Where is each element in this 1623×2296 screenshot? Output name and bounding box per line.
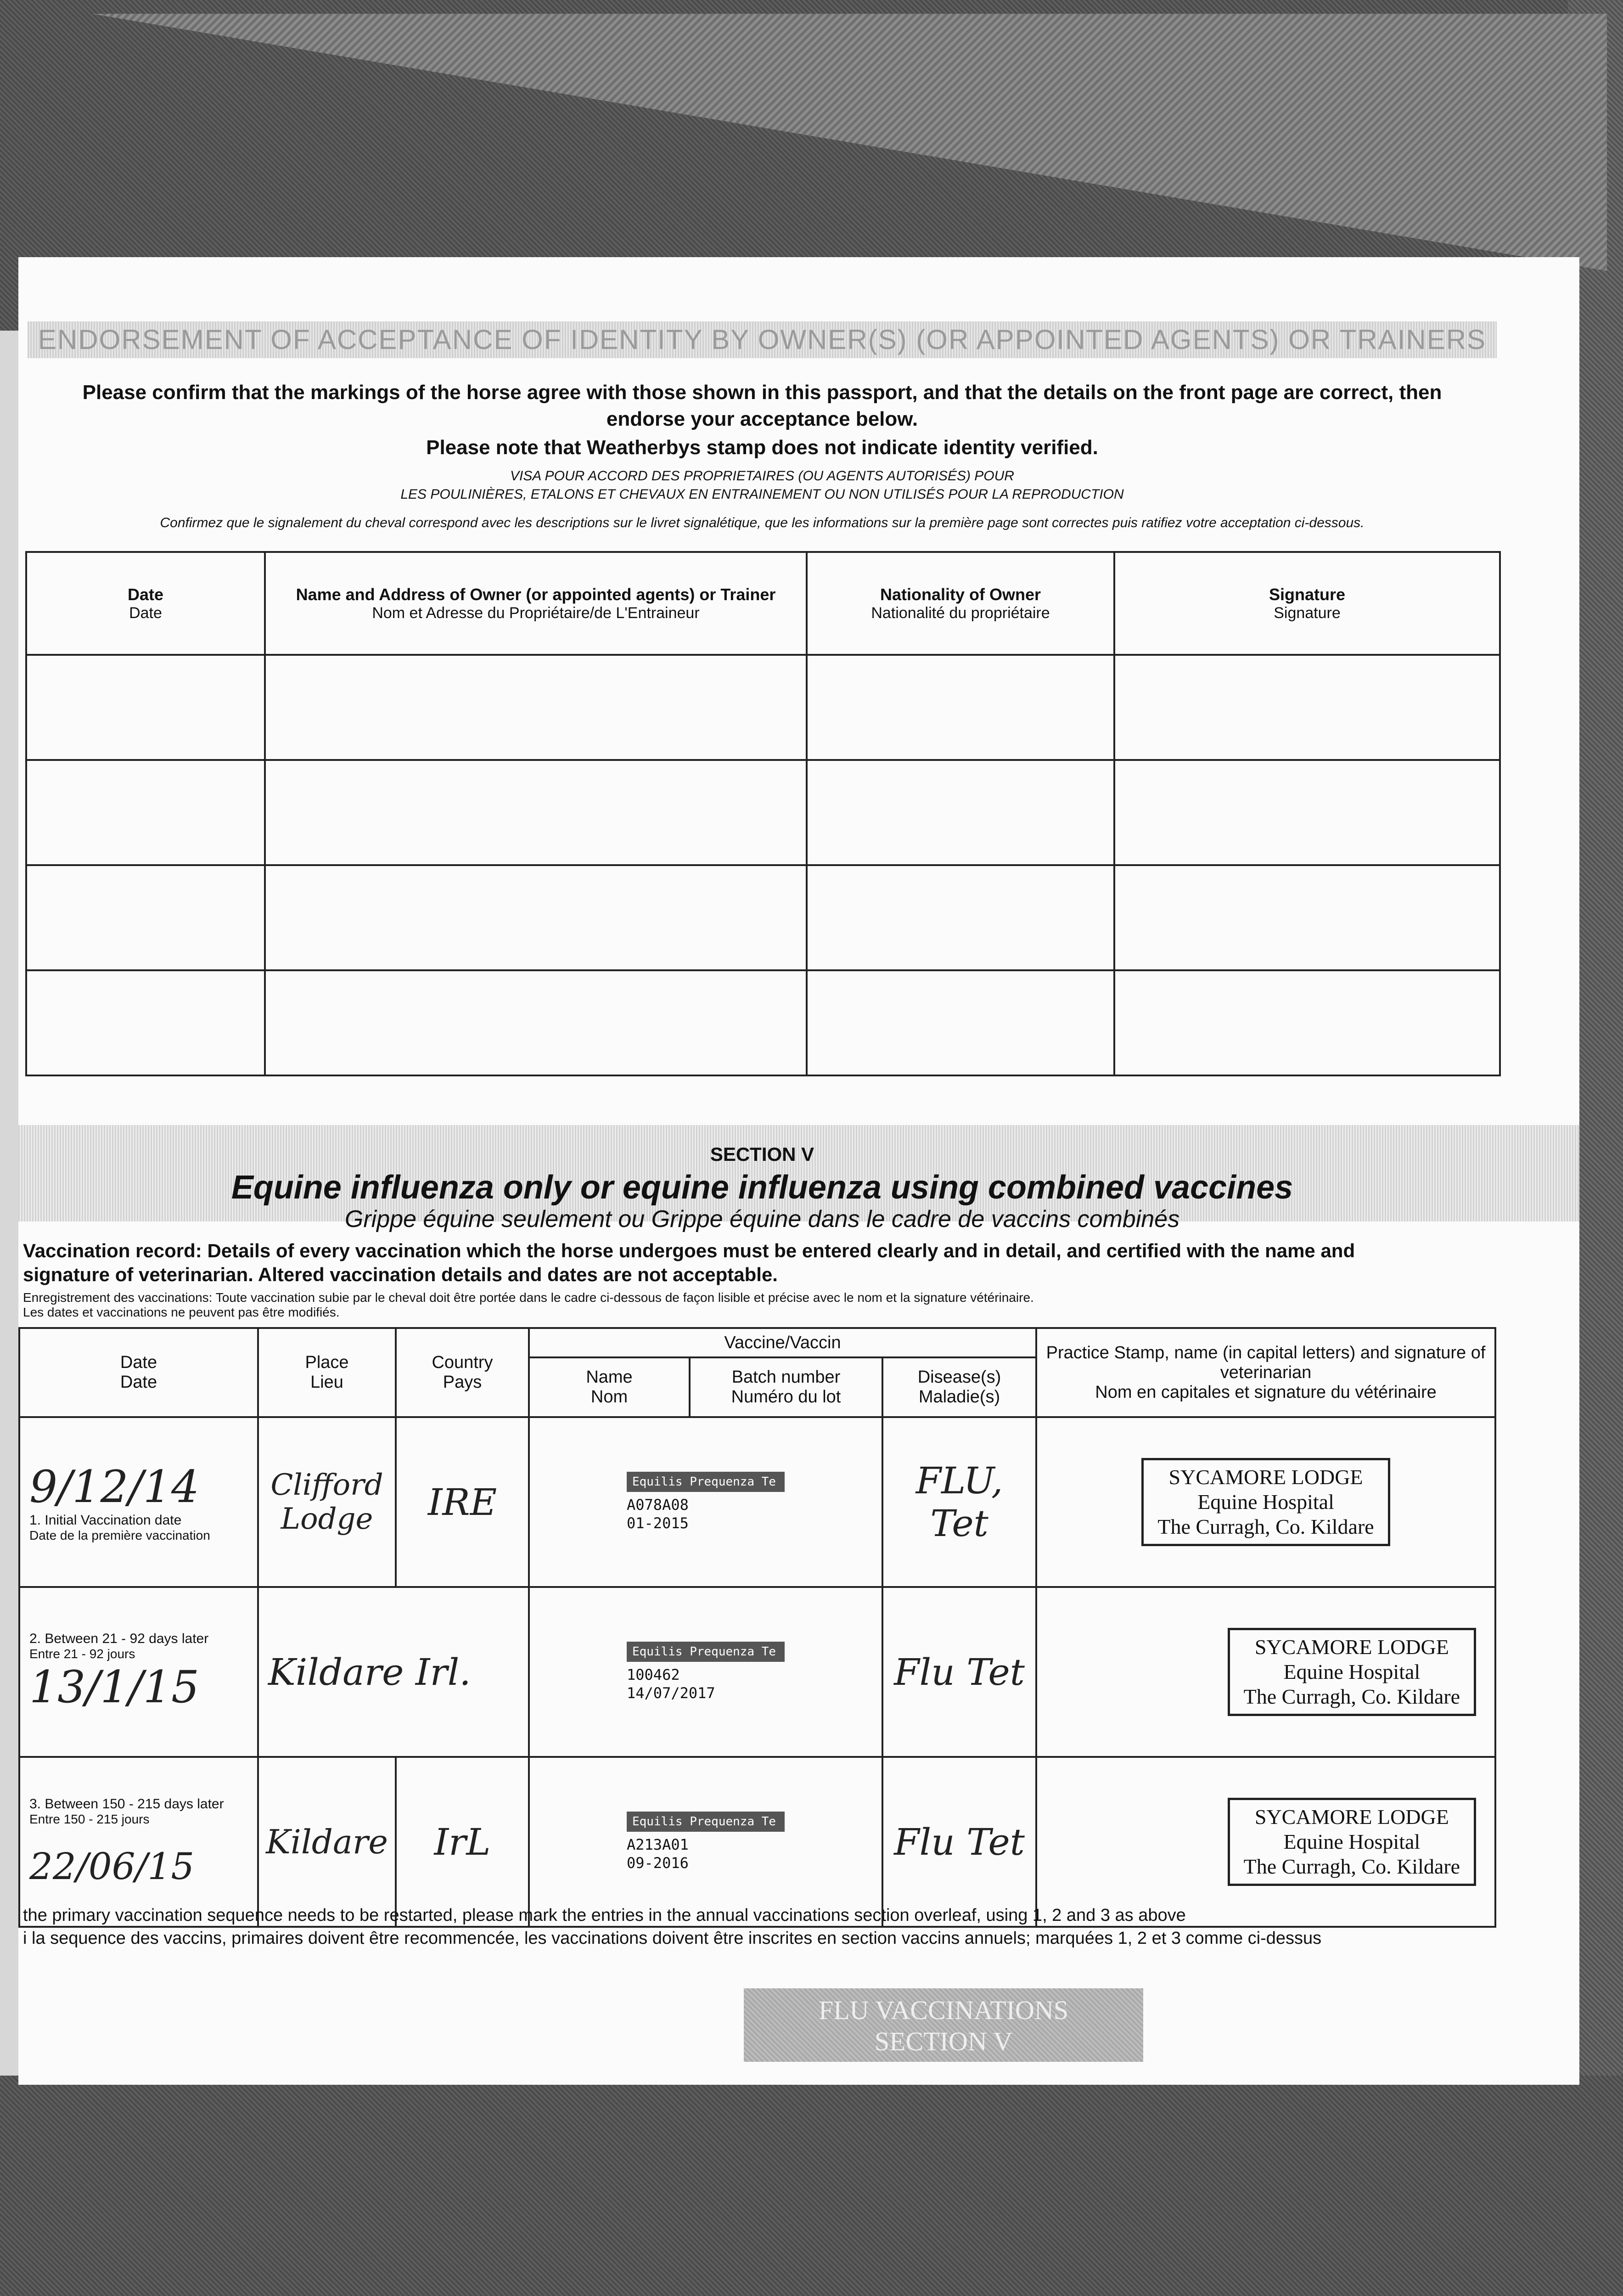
flu-vaccinations-tab: FLU VACCINATIONS SECTION V (744, 1988, 1143, 2062)
vaccination-record-french-1: Enregistrement des vaccinations: Toute vaccination subie par le cheval doit être portée dans le cadre ci-dessous de façon lisible et précise avec le nom et la signature vétérinaire. (23, 1290, 1034, 1305)
batch-number: A213A01 (627, 1836, 689, 1853)
owner-table-header (26, 552, 1500, 655)
restart-note: the primary vaccination sequence needs to be restarted, please mark the entries in the annual vaccinations section overleaf, using 1, 2 and 3 as above (23, 1906, 1186, 1925)
vaccination-row-3 (19, 1757, 1495, 1927)
vacc-header-vaccine: Vaccine/Vaccin (529, 1328, 1036, 1357)
vacc-date-cell (19, 1587, 258, 1757)
vacc-disease: Flu Tet (882, 1757, 1036, 1927)
vacc-step: 3. Between 150 - 215 days later (29, 1796, 224, 1812)
owner-row (26, 655, 1500, 760)
intro-french-3: Confirmez que le signalement du cheval correspond avec les descriptions sur le livret signalétique, que les informations sur la première page sont correctes puis ratifiez votre acceptation ci-dessous. (160, 515, 1365, 530)
batch-number: 100462 (627, 1666, 680, 1683)
header-nationality: Nationality of Owner Nationalité du propriétaire (807, 552, 1114, 655)
owner-endorsement-table (25, 551, 1501, 1076)
vaccination-table (18, 1327, 1496, 1928)
vacc-place: Kildare Irl. (258, 1587, 529, 1757)
vacc-step-french: Entre 150 - 215 jours (29, 1812, 150, 1826)
vacc-step: 2. Between 21 - 92 days later (29, 1631, 209, 1646)
vaccine-sticker: Equilis Prequenza Te 100462 14/07/2017 (627, 1642, 785, 1702)
vacc-header-name: Name Nom (529, 1357, 690, 1417)
intro-stamp-note: Please note that Weatherbys stamp does not indicate identity verified. (426, 436, 1098, 459)
vacc-disease: Flu Tet (882, 1587, 1036, 1757)
owner-row (26, 760, 1500, 865)
restart-note-french: i la sequence des vaccins, primaires doivent être recommencée, les vaccinations doivent être inscrites en section vaccins annuels; marquées 1, 2 et 3 comme ci-dessus (23, 1929, 1322, 1948)
vacc-date-cell (19, 1757, 258, 1927)
vaccination-row-2 (19, 1587, 1495, 1757)
vaccine-sticker: Equilis Prequenza Te A078A08 01-2015 (627, 1472, 785, 1532)
vacc-country: IrL (396, 1757, 529, 1927)
vacc-date: 9/12/14 (29, 1461, 200, 1513)
section-label: SECTION V (710, 1143, 814, 1165)
vacc-header-batch: Batch number Numéro du lot (690, 1357, 882, 1417)
expiry-date: 01-2015 (627, 1514, 689, 1532)
practice-stamp: SYCAMORE LODGE Equine Hospital The Curragh, Co. Kildare (1228, 1798, 1476, 1886)
vacc-stamp-cell (1036, 1757, 1495, 1927)
vacc-date: 13/1/15 (29, 1661, 200, 1713)
vacc-country: IRE (396, 1417, 529, 1587)
owner-row (26, 865, 1500, 970)
vacc-step-french: Entre 21 - 92 jours (29, 1647, 135, 1661)
vacc-date-cell (19, 1417, 258, 1587)
vacc-disease: FLU, Tet (882, 1417, 1036, 1587)
vacc-label-cell (529, 1417, 882, 1587)
intro-french-2: LES POULINIÈRES, ETALONS ET CHEVAUX EN ENTRAINEMENT OU NON UTILISÉS POUR LA REPRODUCTION (400, 487, 1124, 502)
vaccination-record-text-2: signature of veterinarian. Altered vaccination details and dates are not acceptable. (23, 1264, 778, 1285)
vacc-place: Kildare (258, 1757, 396, 1927)
practice-stamp: SYCAMORE LODGE Equine Hospital The Curragh, Co. Kildare (1228, 1628, 1476, 1716)
intro-instruction-1: Please confirm that the markings of the horse agree with those shown in this passport, and that the details on the front page are correct, then (82, 381, 1442, 404)
intro-instruction-2: endorse your acceptance below. (606, 408, 918, 430)
practice-stamp: SYCAMORE LODGE Equine Hospital The Curragh, Co. Kildare (1141, 1458, 1390, 1546)
vacc-header-disease: Disease(s) Maladie(s) (882, 1357, 1036, 1417)
batch-number: A078A08 (627, 1496, 689, 1514)
vacc-header-stamp: Practice Stamp, name (in capital letters) and signature of veterinarian Nom en capitales et signature du vétérinaire (1036, 1328, 1495, 1417)
vaccination-row-1 (19, 1417, 1495, 1587)
vacc-header-date: Date Date (19, 1328, 258, 1417)
vacc-step-french: Date de la première vaccination (29, 1528, 210, 1542)
expiry-date: 09-2016 (627, 1854, 689, 1872)
vacc-label-cell (529, 1587, 882, 1757)
vacc-place: Clifford Lodge (258, 1417, 396, 1587)
vacc-stamp-cell (1036, 1587, 1495, 1757)
intro-french-1: VISA POUR ACCORD DES PROPRIETAIRES (OU AGENTS AUTORISÉS) POUR (510, 468, 1014, 484)
expiry-date: 14/07/2017 (627, 1684, 715, 1702)
header-signature: Signature Signature (1114, 552, 1500, 655)
owner-row (26, 970, 1500, 1075)
vacc-date: 22/06/15 (29, 1845, 195, 1888)
header-owner-name-address: Name and Address of Owner (or appointed agents) or Trainer Nom et Adresse du Propriétaire/de L'Entraineur (265, 552, 807, 655)
vacc-header-place: Place Lieu (258, 1328, 396, 1417)
section-title: Equine influenza only or equine influenza using combined vaccines (231, 1169, 1293, 1206)
endorsement-header: ENDORSEMENT OF ACCEPTANCE OF IDENTITY BY OWNER(S) (OR APPOINTED AGENTS) OR TRAINERS (28, 321, 1497, 358)
scan-background-bottom (0, 2076, 1623, 2296)
header-date: Date Date (26, 552, 265, 655)
vaccine-sticker: Equilis Prequenza Te A213A01 09-2016 (627, 1812, 785, 1872)
vacc-header-country: Country Pays (396, 1328, 529, 1417)
vaccination-record-text-1: Vaccination record: Details of every vaccination which the horse undergoes must be entered clearly and in detail, and certified with the name and (23, 1240, 1355, 1261)
vacc-label-cell (529, 1757, 882, 1927)
vacc-stamp-cell (1036, 1417, 1495, 1587)
section-title-french: Grippe équine seulement ou Grippe équine dans le cadre de vaccins combinés (344, 1206, 1180, 1232)
vacc-step: 1. Initial Vaccination date (29, 1513, 182, 1528)
vaccination-record-french-2: Les dates et vaccinations ne peuvent pas être modifiés. (23, 1305, 340, 1319)
